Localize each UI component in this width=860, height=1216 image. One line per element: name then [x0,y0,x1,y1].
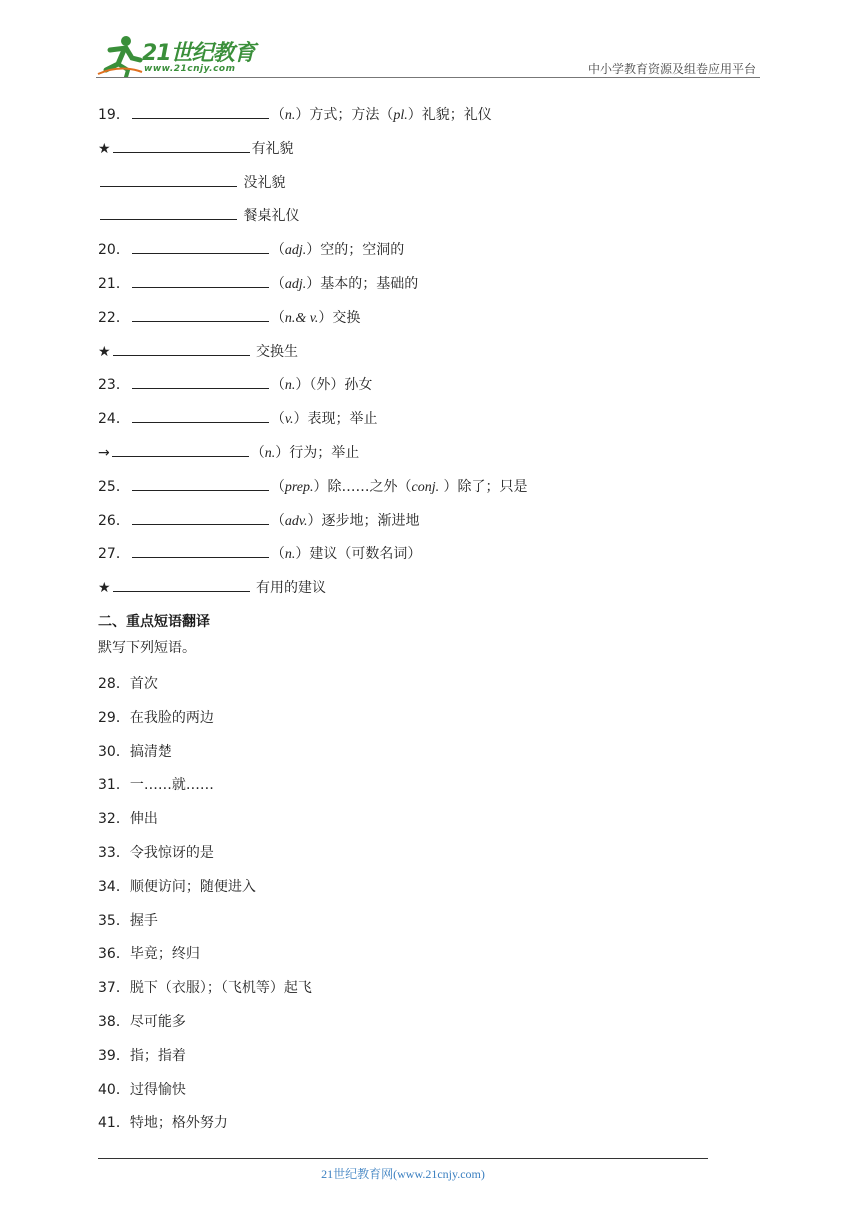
paren-open: （ [270,512,285,529]
answer-blank[interactable] [132,104,269,119]
paren-open: （ [270,377,285,394]
paren-open: （ [270,107,285,123]
item-number: 20． [98,242,130,259]
meaning: ）表现；举止 [293,411,378,428]
footer-source[interactable]: 21世纪教育网(www.21cnjy.com) [321,1167,485,1181]
part-of-speech: prep. [284,479,314,495]
answer-blank[interactable] [132,408,269,423]
vocab-item [98,205,758,239]
meaning: ）交换 [318,309,361,326]
paren-open: （ [270,478,285,495]
answer-blank[interactable] [132,307,269,322]
meaning-tail: ）礼貌；礼仪 [407,107,492,123]
vocab-item [98,408,758,442]
part-of-speech: n. [284,108,296,123]
answer-blank[interactable] [132,239,269,254]
phrase-item: 37．脱下（衣服）；（飞机等）起飞 [98,980,312,997]
phrase-item: 40．过得愉快 [98,1081,186,1098]
meaning: ）除……之外（ [313,478,412,495]
vocab-item [98,577,758,611]
answer-blank[interactable] [112,442,249,457]
phrase-item: 33．令我惊讶的是 [98,844,214,861]
part-of-speech: adv. [284,513,308,529]
paren-open: （ [270,275,285,292]
vocab-item [98,442,758,476]
answer-blank[interactable] [132,476,269,491]
phrase-list [98,673,758,1146]
paren-open: （ [270,242,285,259]
part-of-speech-2: pl. [393,108,408,123]
meaning: ）空的；空洞的 [306,242,405,259]
phrase-item: 32．伸出 [98,811,158,828]
item-number: 19． [98,107,130,123]
item-number: 26． [98,512,130,529]
part-of-speech: adj. [284,243,307,259]
answer-blank[interactable] [132,510,269,525]
section-instruction: 默写下列短语。 [98,639,196,656]
vocab-item [98,476,758,510]
meaning: 没礼貌 [239,174,286,191]
paren-open: （ [270,309,285,326]
meaning: ）基本的；基础的 [306,275,419,292]
part-of-speech: n.& v. [284,310,319,326]
meaning: 交换生 [251,343,299,360]
vocab-item [98,239,758,273]
answer-blank[interactable] [132,374,269,389]
item-number: 22． [98,309,130,326]
meaning: ）（外）孙女 [295,377,373,394]
item-number: ★ [98,580,111,597]
item-number: 23． [98,377,130,394]
paren-open: （ [250,444,265,461]
vocab-list [98,104,758,611]
answer-blank[interactable] [100,205,237,220]
phrase-item: 39．指；指着 [98,1047,186,1064]
answer-blank[interactable] [113,341,250,356]
part-of-speech: n. [284,378,296,394]
meaning-tail: ）除了；只是 [439,478,528,495]
page-header [96,30,760,78]
part-of-speech-2: conj. [411,479,440,495]
answer-blank[interactable] [132,543,269,558]
answer-blank[interactable] [132,273,269,288]
platform-name: 中小学教育资源及组卷应用平台 [587,62,756,76]
logo-title: 21世纪教育 [142,41,255,66]
part-of-speech: v. [284,412,294,428]
meaning: 餐桌礼仪 [239,208,300,225]
phrase-item: 38．尽可能多 [98,1013,186,1030]
part-of-speech: n. [284,547,296,563]
phrase-item: 28．首次 [98,675,158,692]
item-number: 24． [98,411,130,428]
item-number: 25． [98,478,130,495]
worksheet-content [98,104,758,1146]
item-number: → [98,444,110,461]
vocab-item [98,341,758,375]
logo-url: www.21cnjy.com [144,64,236,74]
paren-open: （ [270,546,285,563]
phrase-item: 30．搞清楚 [98,743,172,760]
part-of-speech: n. [264,445,276,461]
header-divider [96,77,760,78]
part-of-speech: adj. [284,276,307,292]
answer-blank[interactable] [100,172,237,187]
vocab-item [98,374,758,408]
meaning: ）逐步地；渐进地 [307,512,420,529]
vocab-item [98,273,758,307]
vocab-item [98,307,758,341]
answer-blank[interactable] [113,138,250,153]
footer-divider [98,1158,708,1159]
meaning: ）方式；方法（ [295,107,394,123]
meaning: 有礼貌 [251,140,294,157]
phrase-item: 31．一……就…… [98,777,214,794]
vocab-item [98,172,758,206]
meaning: ）行为；举止 [275,444,360,461]
runner-icon [96,34,144,78]
vocab-item [98,138,758,172]
item-number: 21． [98,275,130,292]
site-logo[interactable] [96,34,266,78]
answer-blank[interactable] [113,577,250,592]
phrase-item: 35．握手 [98,912,158,929]
phrase-item: 34．顺便访问；随便进入 [98,878,256,895]
vocab-item [98,543,758,577]
vocab-item [98,510,758,544]
meaning: ）建议（可数名词） [295,546,422,563]
paren-open: （ [270,411,285,428]
section-title: 二、重点短语翻译 [98,613,210,630]
item-number: 27． [98,546,130,563]
item-number: ★ [98,343,111,360]
vocab-item [98,104,758,138]
meaning: 有用的建议 [251,580,327,597]
phrase-item: 41．特地；格外努力 [98,1115,228,1132]
phrase-item: 36．毕竟；终归 [98,946,200,963]
phrase-item: 29．在我脸的两边 [98,709,214,726]
item-number: ★ [98,140,111,157]
